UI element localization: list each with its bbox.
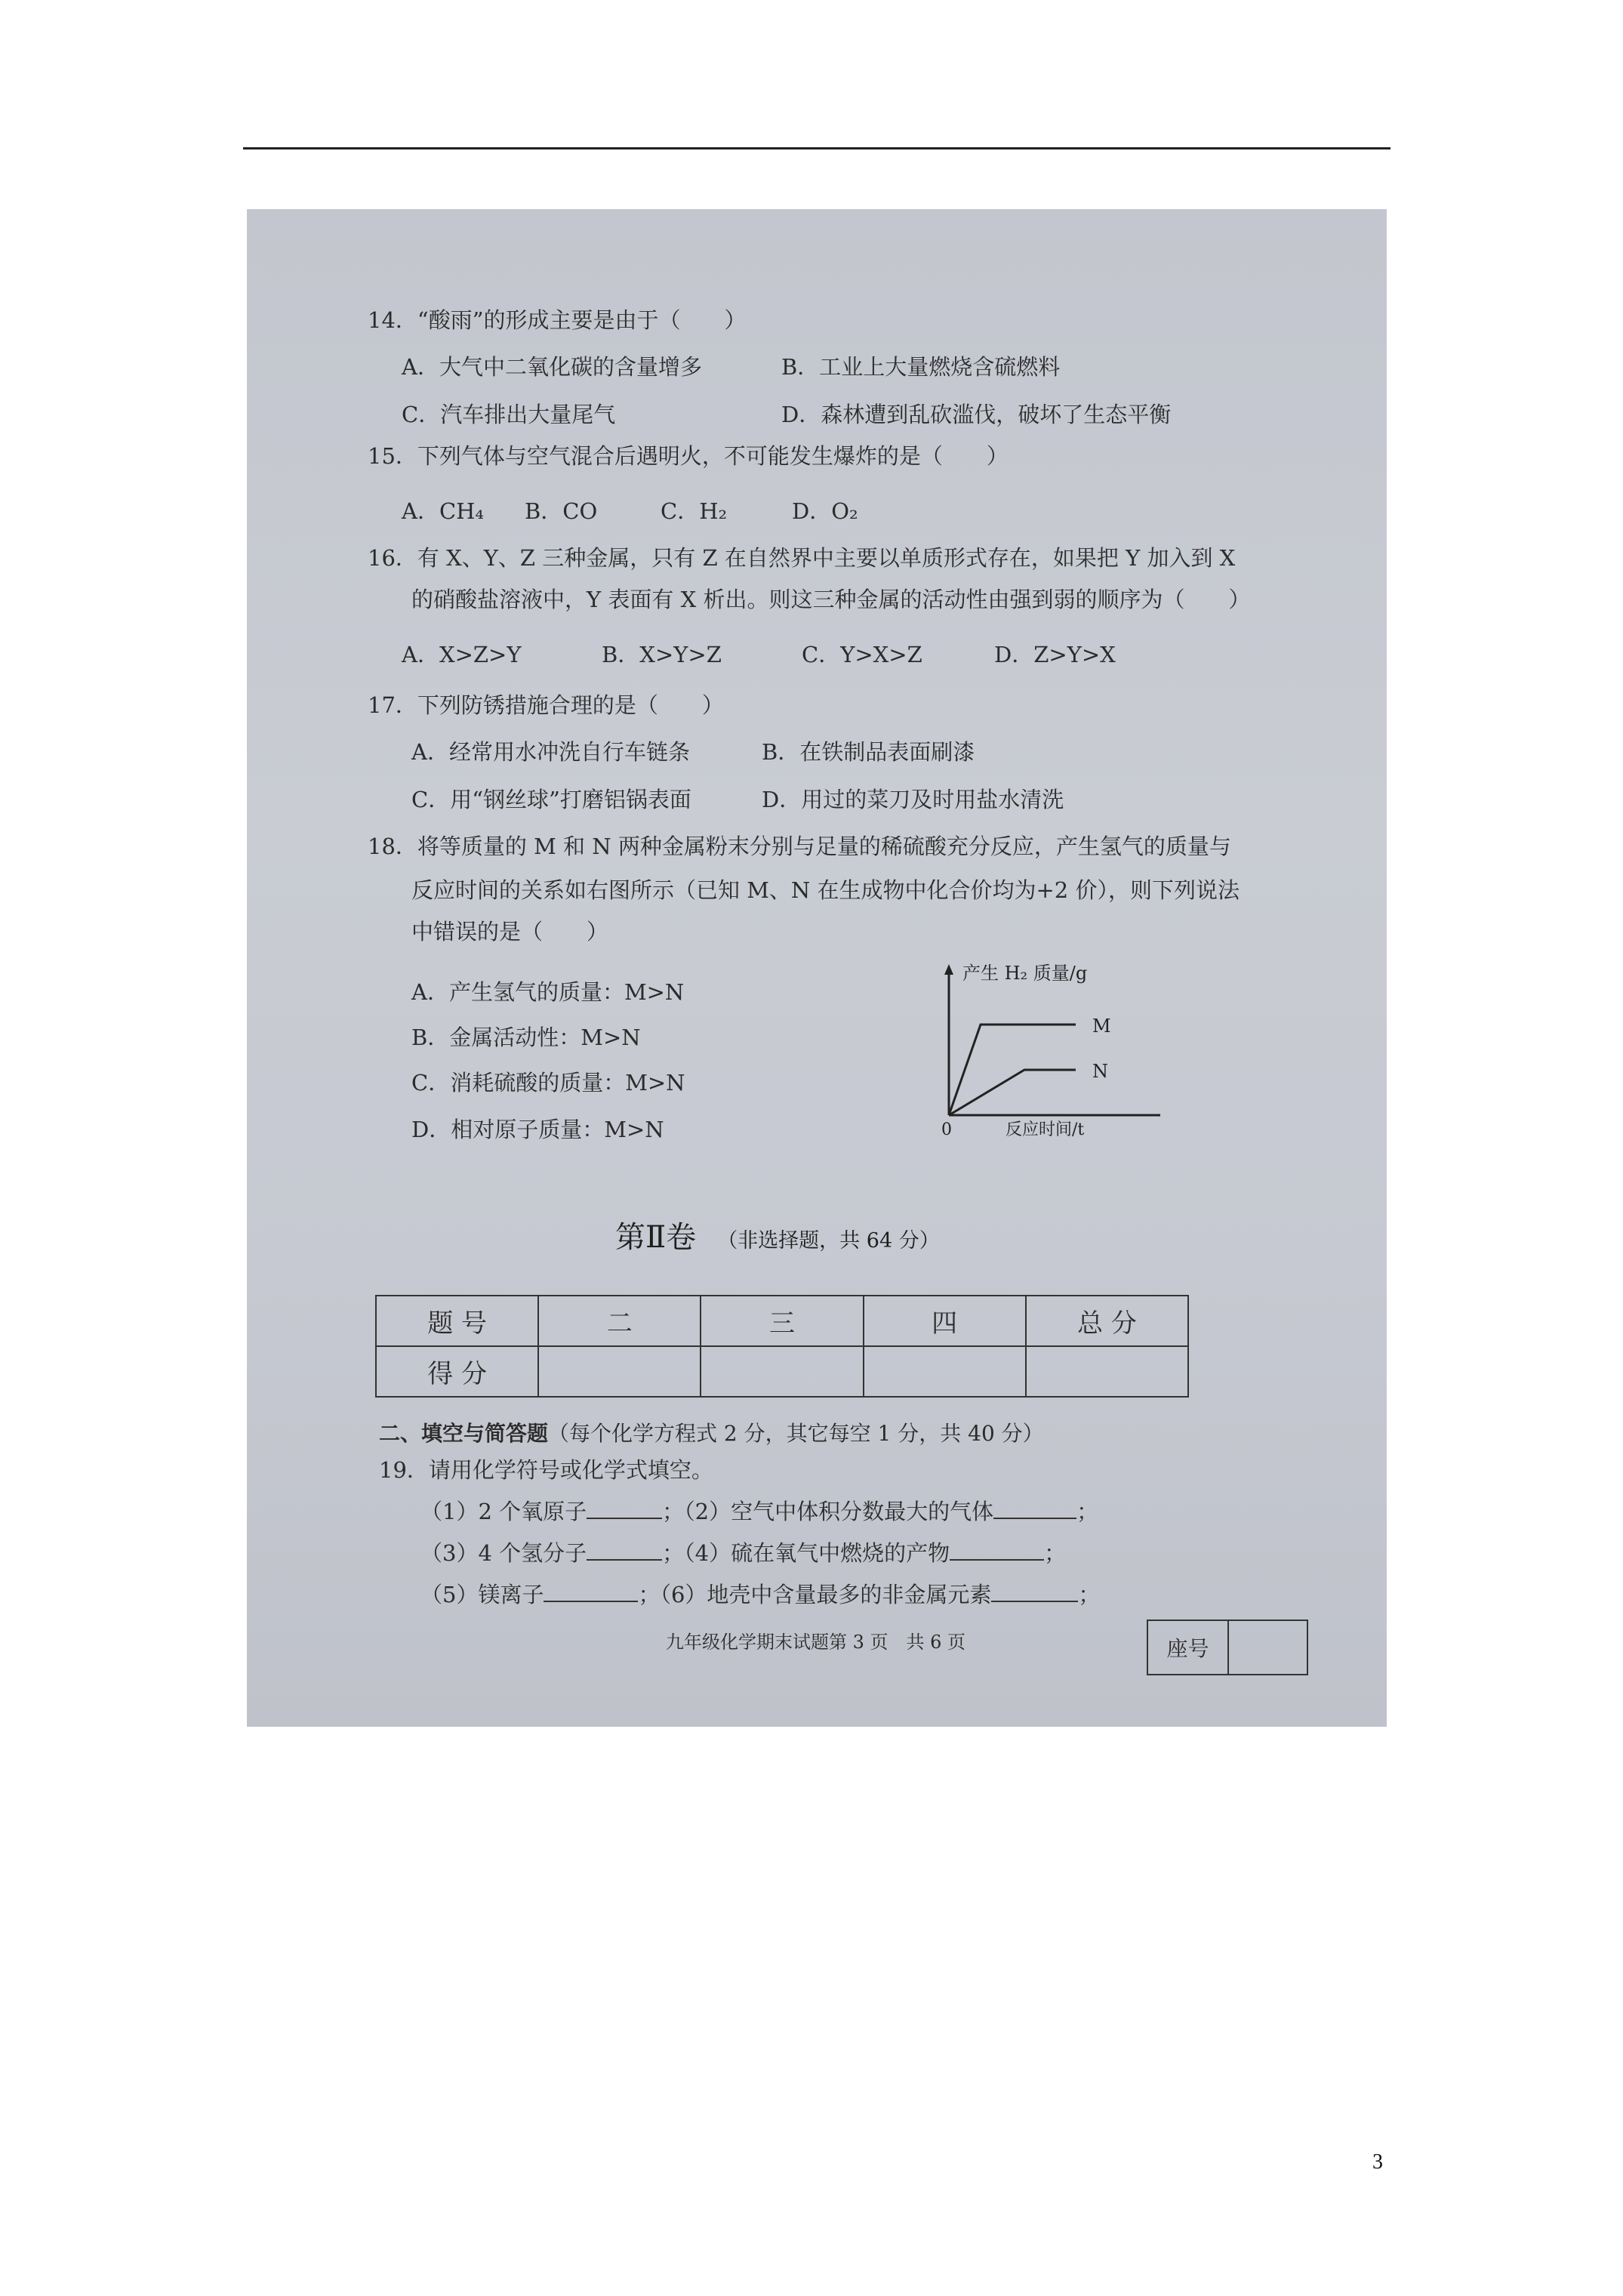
- graph-curve-n: [949, 1070, 1076, 1115]
- q14-option-b: B．工业上大量燃烧含硫燃料: [781, 354, 1061, 380]
- q19-item3: （3）4 个氢分子: [420, 1540, 587, 1566]
- graph-label-n: N: [1092, 1061, 1108, 1082]
- score-cell: 三: [701, 1296, 863, 1346]
- score-table-header-row: [376, 1296, 1188, 1346]
- q16-option-b: B．X>Y>Z: [602, 642, 722, 667]
- header-rule: [243, 147, 1390, 149]
- q19-item4: ；（4）硫在氧气中燃烧的产物: [662, 1540, 950, 1566]
- q19-row3: [420, 1578, 1100, 1609]
- q17-option-a: A．经常用水冲洗自行车链条: [411, 739, 690, 765]
- q15-option-a: A．CH₄: [402, 498, 485, 524]
- q19-blank1: [587, 1498, 662, 1519]
- q17-option-c: C．用“钢丝球”打磨铝锅表面: [411, 787, 691, 812]
- score-cell: [701, 1346, 863, 1397]
- q18-option-d: D．相对原子质量：M>N: [411, 1117, 664, 1142]
- score-table-score-row: [376, 1346, 1188, 1397]
- section-title: [615, 1213, 940, 1256]
- q19-row2: [420, 1536, 1066, 1567]
- q19-item5: （5）镁离子: [420, 1582, 544, 1607]
- score-cell: 得 分: [376, 1346, 538, 1397]
- q16-option-c: C．Y>X>Z: [802, 642, 922, 667]
- q14-option-d: D．森林遭到乱砍滥伐，破坏了生态平衡: [781, 402, 1172, 427]
- section-subtitle: （非选择题，共 64 分）: [717, 1229, 940, 1253]
- q19-item1: （1）2 个氧原子: [420, 1499, 587, 1524]
- score-table: [375, 1295, 1189, 1398]
- q16-stem-line2: 的硝酸盐溶液中，Y 表面有 X 析出。则这三种金属的活动性由强到弱的顺序为（ ）: [411, 587, 1251, 612]
- seat-label: 座号: [1148, 1621, 1229, 1674]
- q19-blank4: [950, 1539, 1044, 1561]
- q19-item6: ；（6）地壳中含量最多的非金属元素: [638, 1582, 992, 1607]
- graph-y-arrow: [944, 964, 953, 975]
- q16-option-d: D．Z>Y>X: [994, 642, 1116, 667]
- q18-stem-line1: 18．将等质量的 M 和 N 两种金属粉末分别与足量的稀硫酸充分反应，产生氢气的质量与: [368, 834, 1231, 859]
- graph-y-label: 产生 H₂ 质量/g: [962, 963, 1088, 984]
- q14-stem: 14．“酸雨”的形成主要是由于（ ）: [368, 307, 747, 333]
- q18-stem-line3: 中错误的是（ ）: [411, 919, 609, 945]
- q17-stem: 17．下列防锈措施合理的是（ ）: [368, 692, 724, 718]
- exam-footer: 九年级化学期末试题第 3 页 共 6 页: [666, 1632, 966, 1653]
- q15-option-d: D．O₂: [792, 498, 858, 524]
- part2-title: 二、填空与简答题: [379, 1421, 549, 1446]
- page-number: 3: [1372, 2150, 1383, 2174]
- q16-stem-line1: 16．有 X、Y、Z 三种金属，只有 Z 在自然界中主要以单质形式存在，如果把 Y 加入到 X: [368, 545, 1236, 571]
- score-cell: [864, 1346, 1026, 1397]
- q18-stem-line2: 反应时间的关系如右图所示（已知 M、N 在生成物中化合价均为+2 价），则下列说法: [411, 877, 1240, 903]
- score-cell: 总 分: [1026, 1296, 1188, 1346]
- score-cell: 四: [864, 1296, 1026, 1346]
- q15-stem: 15．下列气体与空气混合后遇明火，不可能发生爆炸的是（ ）: [368, 443, 1009, 469]
- q19-row1-end: ；: [1076, 1499, 1099, 1524]
- q18-option-b: B．金属活动性：M>N: [411, 1025, 641, 1050]
- q19-blank3: [587, 1539, 662, 1561]
- q19-row2-end: ；: [1044, 1540, 1067, 1566]
- score-cell: [1026, 1346, 1188, 1397]
- q14-option-c: C．汽车排出大量尾气: [402, 402, 616, 427]
- graph-origin: 0: [941, 1120, 952, 1138]
- q19-stem: 19．请用化学符号或化学式填空。: [379, 1457, 713, 1483]
- q19-blank6: [991, 1581, 1078, 1602]
- score-cell: 二: [538, 1296, 701, 1346]
- score-cell: [538, 1346, 701, 1397]
- graph-label-m: M: [1092, 1015, 1111, 1037]
- q16-option-a: A．X>Z>Y: [402, 642, 522, 667]
- q19-row3-end: ；: [1078, 1582, 1101, 1607]
- q19-blank5: [544, 1581, 638, 1602]
- q18-option-a: A．产生氢气的质量：M>N: [411, 979, 685, 1005]
- part2-heading: [379, 1417, 1044, 1447]
- q18-option-c: C．消耗硫酸的质量：M>N: [411, 1070, 685, 1096]
- graph-x-label: 反应时间/t: [1006, 1120, 1085, 1138]
- seat-number-box: [1147, 1620, 1308, 1675]
- q19-item2: ；（2）空气中体积分数最大的气体: [662, 1499, 994, 1524]
- q14-option-a: A．大气中二氧化碳的含量增多: [402, 354, 702, 380]
- q17-option-b: B．在铁制品表面刷漆: [762, 739, 975, 765]
- scanned-exam-photo: [247, 209, 1387, 1727]
- q15-option-c: C．H₂: [661, 498, 728, 524]
- q19-row1: [420, 1495, 1098, 1526]
- section-title-main: 第Ⅱ卷: [615, 1220, 697, 1255]
- part2-note: （每个化学方程式 2 分，其它每空 1 分，共 40 分）: [548, 1421, 1044, 1446]
- q19-blank2: [993, 1498, 1076, 1519]
- q15-option-b: B．CO: [525, 498, 598, 524]
- score-cell: 题 号: [376, 1296, 538, 1346]
- q17-option-d: D．用过的菜刀及时用盐水清洗: [762, 787, 1064, 812]
- q18-hydrogen-graph: [911, 957, 1198, 1138]
